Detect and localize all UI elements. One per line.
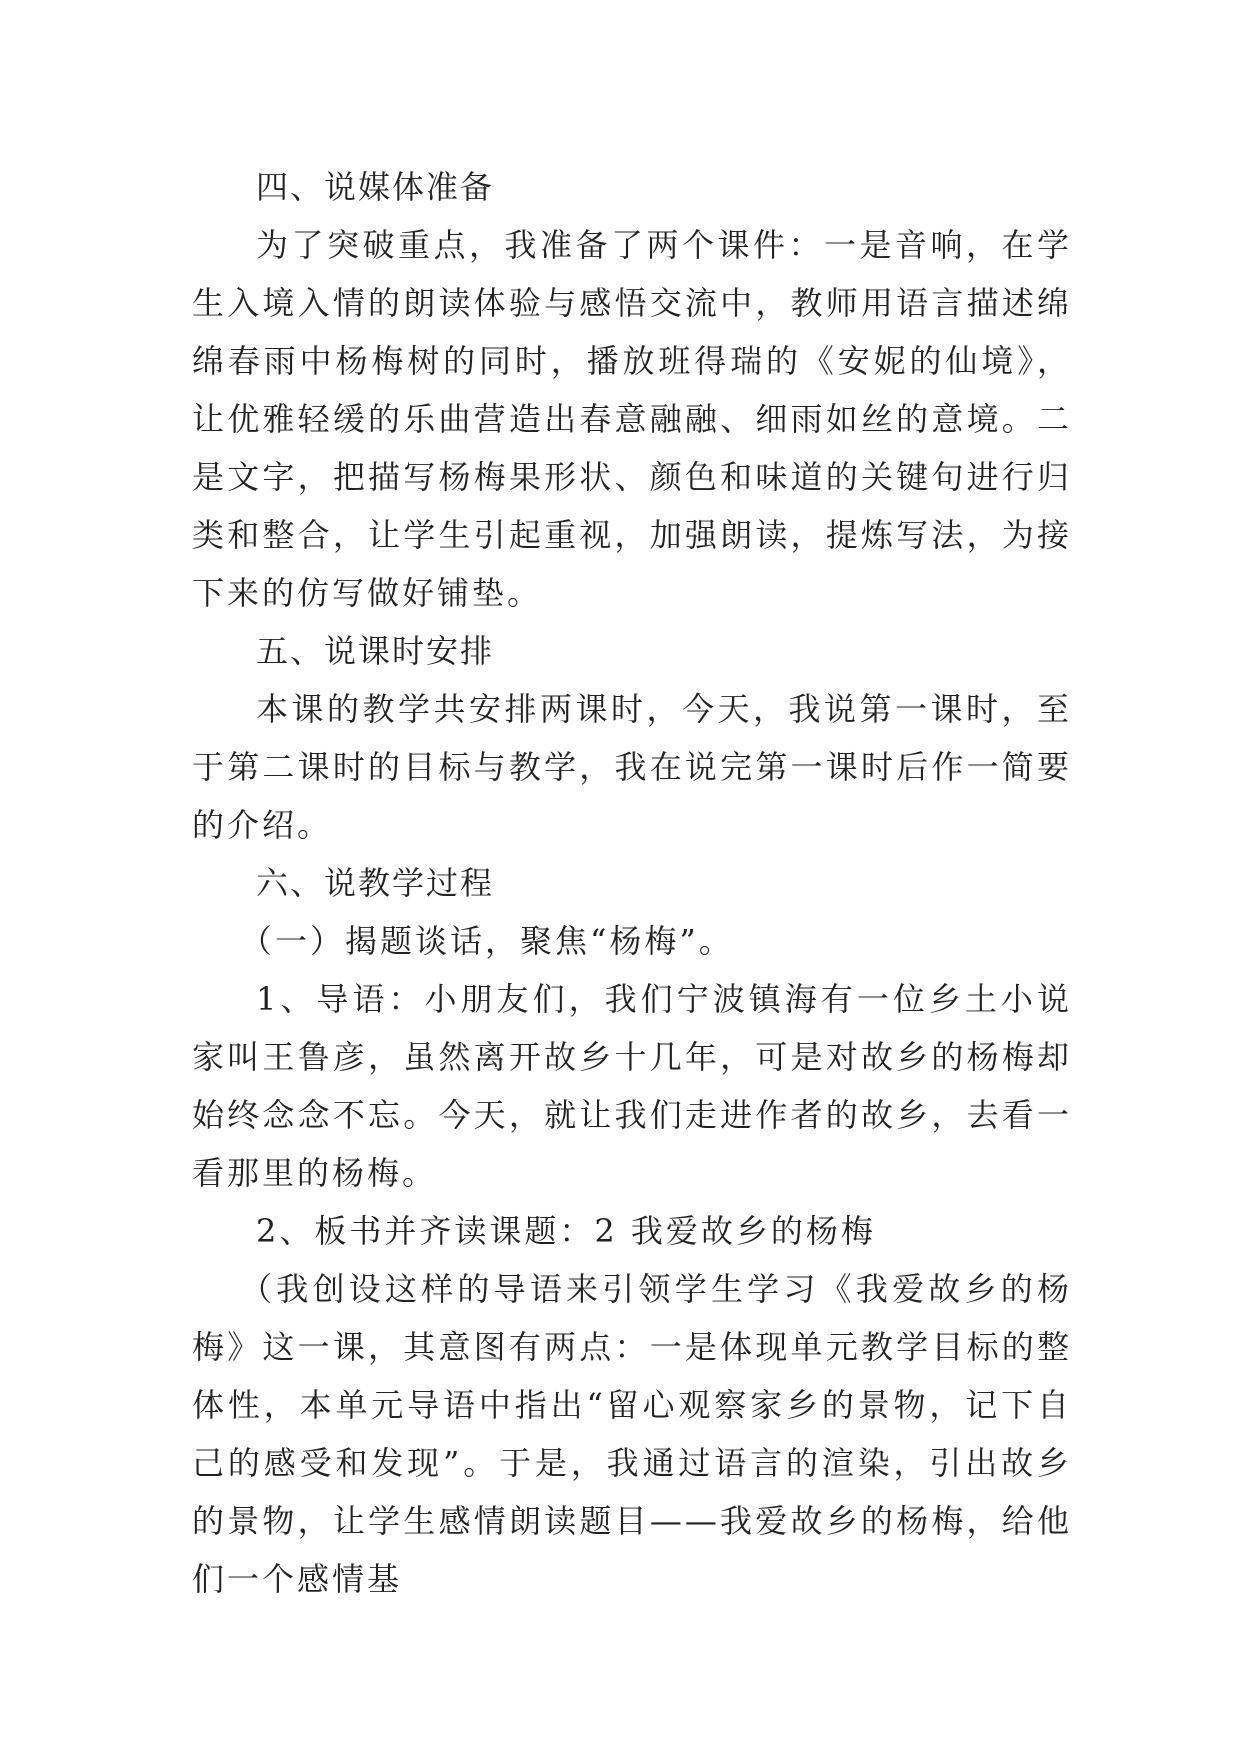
paragraph-schedule: 本课的教学共安排两课时，今天，我说第一课时，至于第二课时的目标与教学，我在说完第一课时后作一简要的介绍。: [192, 690, 1072, 844]
document-body: [192, 158, 1072, 1608]
subsection-heading-intro: （一）揭题谈话，聚焦“杨梅”。: [240, 922, 734, 960]
paragraph-design-intent: （我创设这样的导语来引领学生学习《我爱故乡的杨梅》这一课，其意图有两点：一是体现单元教学目标的整体性，本单元导语中指出“留心观察家乡的景物，记下自己的感受和发现”。于是，我通过语言的渲染，引出故乡的景物，让学生感情朗读题目——我爱故乡的杨梅，给他们一个感情基: [192, 1270, 1072, 1598]
section-heading-process: 六、说教学过程: [256, 864, 495, 902]
paragraph-intro-speech: 1、导语：小朋友们，我们宁波镇海有一位乡土小说家叫王鲁彦，虽然离开故乡十几年，可是对故乡的杨梅却始终念念不忘。今天，就让我们走进作者的故乡，去看一看那里的杨梅。: [192, 980, 1072, 1192]
section-heading-schedule: 五、说课时安排: [256, 632, 495, 670]
section-heading-media: 四、说媒体准备: [256, 168, 495, 206]
paragraph-media-preparation: 为了突破重点，我准备了两个课件：一是音响，在学生入境入情的朗读体验与感悟交流中，教师用语言描述绵绵春雨中杨梅树的同时，播放班得瑞的《安妮的仙境》，让优雅轻缓的乐曲营造出春意融融、细雨如丝的意境。二是文字，把描写杨梅果形状、颜色和味道的关键句进行归类和整合，让学生引起重视，加强朗读，提炼写法，为接下来的仿写做好铺垫。: [192, 226, 1072, 612]
paragraph-board-title: 2、板书并齐读课题：2 我爱故乡的杨梅: [256, 1212, 876, 1250]
